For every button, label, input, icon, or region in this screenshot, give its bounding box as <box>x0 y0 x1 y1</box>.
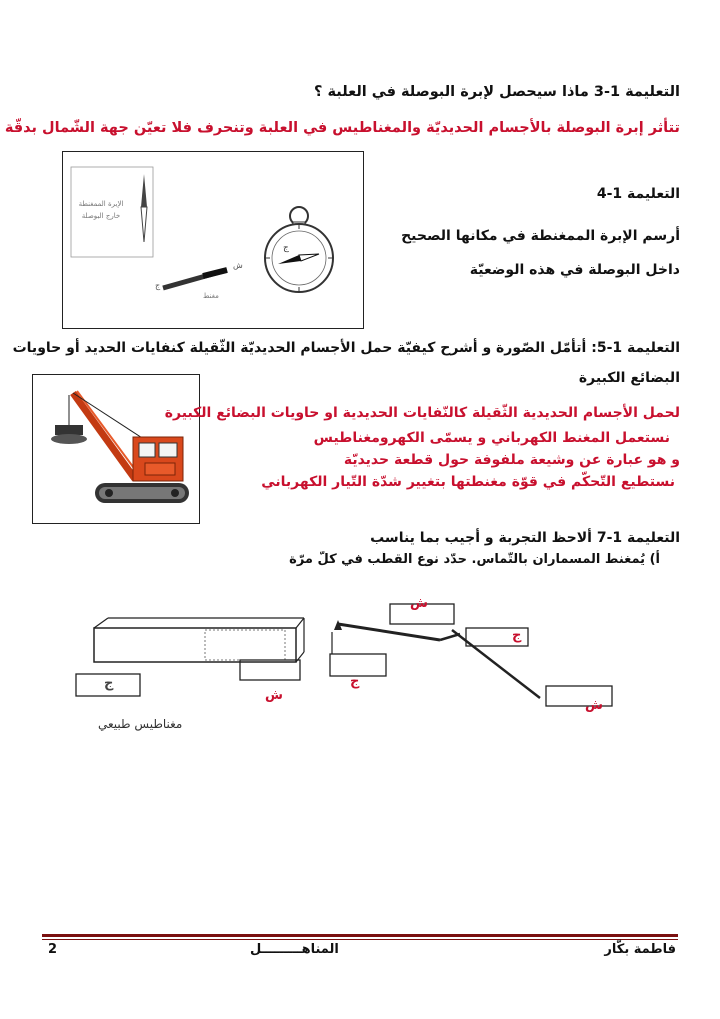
q14-line2: داخل البوصلة في هذه الوضعيّة <box>469 262 680 278</box>
fig-label-1: الإبرة الممغنطة <box>78 200 124 208</box>
compass-figure-box <box>62 151 364 329</box>
needle-label: مغنط <box>203 292 219 300</box>
left-box2-answer: ش <box>265 688 283 703</box>
nail-top-answer: ش <box>410 596 428 611</box>
svg-text:ج: ج <box>155 281 161 290</box>
q13-answer: تتأثر إبرة البوصلة بالأجسام الحديديّة والمغناطيس في العلبة وتنحرف فلا تعيّن جهة الشّمال بدقّة <box>4 120 680 136</box>
q15-question-line2: البضائع الكبيرة <box>578 370 680 386</box>
crane-image <box>33 375 199 523</box>
q15-answer-2: نستعمل المغنط الكهرباني و يسمّى الكهرومغناطيس <box>313 430 670 446</box>
q13-question: التعليمة 1-3 ماذا سيحصل لإبرة البوصلة في العلبة ؟ <box>314 84 680 100</box>
svg-text:ش: ش <box>233 261 243 270</box>
q17-part-a: أ) يُمغنط المسماران بالتّماس. حدّد نوع القطب في كلّ مرّة <box>289 552 660 567</box>
footer-center: المناهـــــــــل <box>250 942 339 957</box>
left-box1-answer: ج <box>104 676 114 691</box>
nail-mid-answer: ج <box>512 628 522 643</box>
nail-right-answer: ش <box>585 698 603 713</box>
compass-letter: ج <box>283 243 289 253</box>
q15-answer-1: لحمل الأجسام الحديدية الثّقيلة كالنّفايات الحديدية او حاويات البضائع الكبيرة <box>164 405 680 421</box>
footer-author: فاطمة بكّار <box>604 942 676 957</box>
q14-line1: أرسم الإبرة الممغنطة في مكانها الصحيح <box>401 228 680 244</box>
q15-question-line1: التعليمة 1-5: أتأمّل الصّورة و أشرح كيفيّة حمل الأجسام الحديديّة الثّقيلة كنفايات الحديد أو حاويات <box>12 340 680 356</box>
page-number: 2 <box>48 942 58 957</box>
q15-answer-4: نستطيع التّحكّم في قوّة مغنطتها بتغيير شدّة التّيار الكهرباني <box>261 474 675 490</box>
footer-rule-bottom <box>42 939 678 940</box>
footer-rule-top <box>42 934 678 937</box>
q14-title: التعليمة 1-4 <box>596 186 680 202</box>
q17-title: التعليمة 1-7 ألاحظ التجربة و أجيب بما يناسب <box>370 530 680 546</box>
nail-left-answer: ج <box>350 674 360 689</box>
q15-answer-3: و هو عبارة عن وشيعة ملفوفة حول قطعة حديديّة <box>343 452 680 468</box>
crane-figure-box <box>32 374 200 524</box>
compass-figure <box>63 152 363 328</box>
natural-magnet-label: مغناطيس طبيعي <box>98 717 183 731</box>
fig-label-2: خارج البوصلة <box>81 212 121 220</box>
